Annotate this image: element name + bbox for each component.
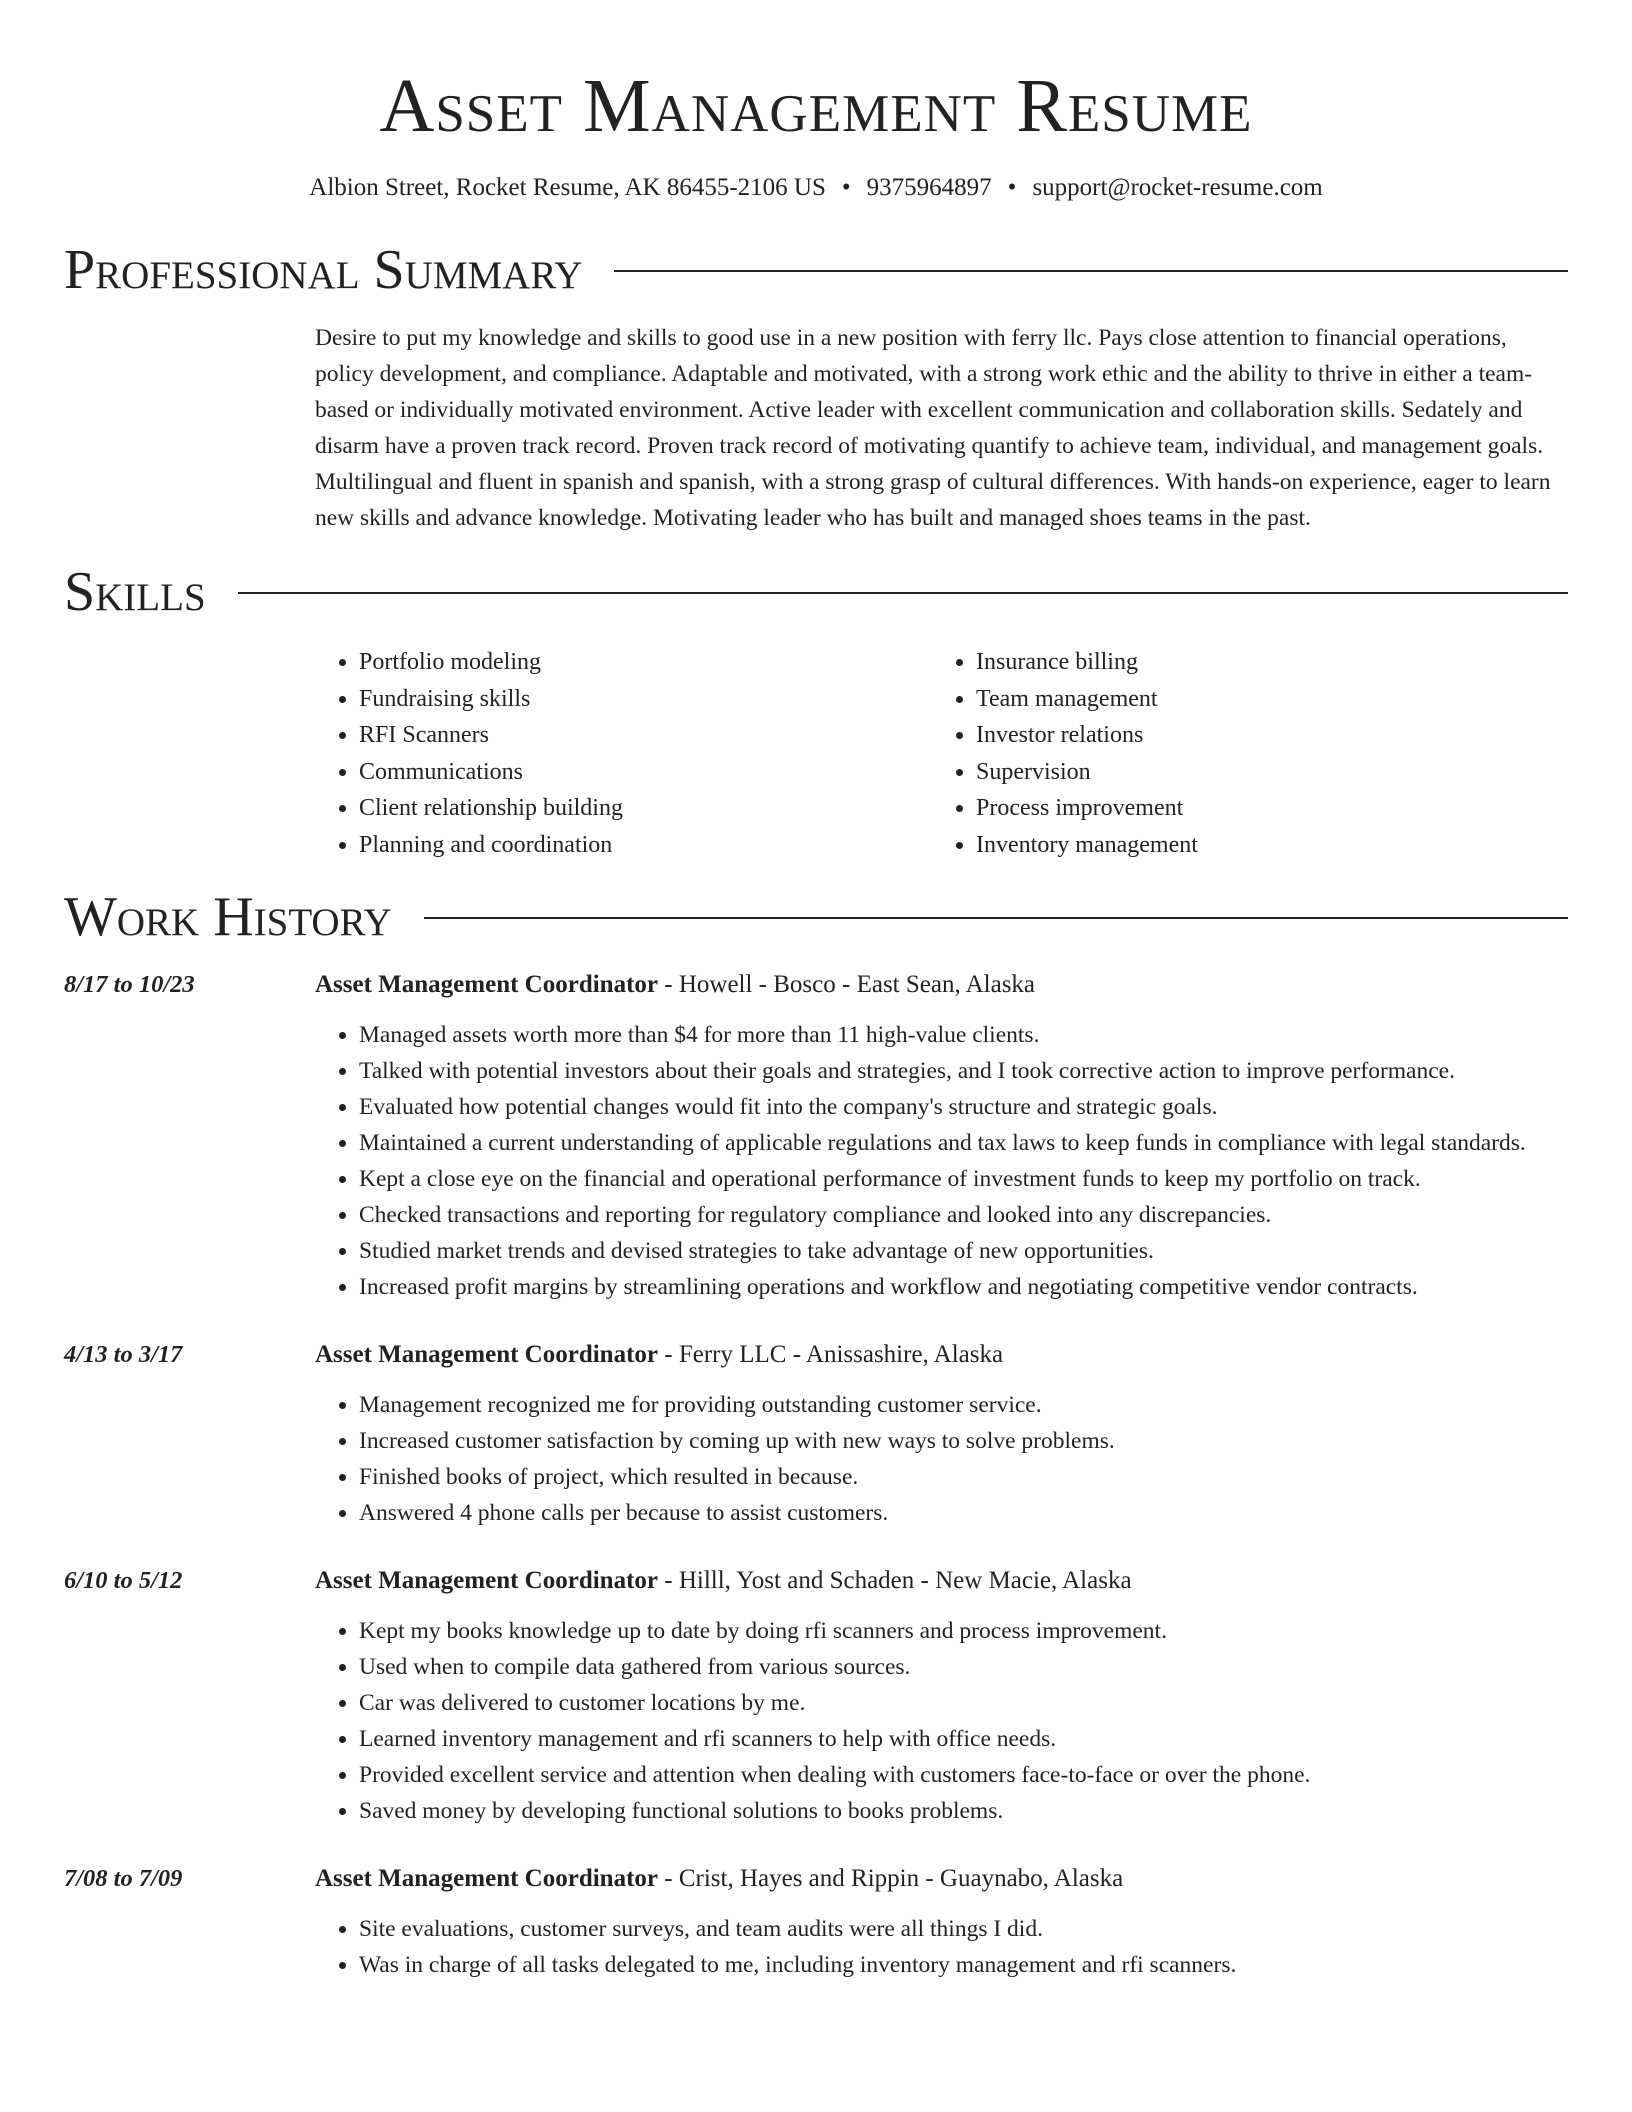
job-employer-location: - Ferry LLC - Anissashire, Alaska bbox=[658, 1341, 1004, 1368]
job-employer-location: - Crist, Hayes and Rippin - Guaynabo, Alaska bbox=[658, 1865, 1124, 1892]
work-history-heading: Work History bbox=[64, 886, 392, 948]
section-divider bbox=[424, 917, 1568, 919]
skills-column-right bbox=[932, 644, 1549, 863]
skills-heading: Skills bbox=[64, 561, 206, 623]
contact-address: Albion Street, Rocket Resume, AK 86455-2106 US bbox=[309, 174, 826, 201]
skills-list bbox=[315, 644, 1568, 863]
job-bullet: • Increased customer satisfaction by coming up with new ways to solve problems. bbox=[359, 1423, 1568, 1459]
skill-item: • Team management bbox=[976, 681, 1549, 718]
job-bullet: • Management recognized me for providing outstanding customer service. bbox=[359, 1387, 1568, 1423]
job-title: Asset Management Coordinator bbox=[315, 1865, 659, 1892]
job-bullet: • Was in charge of all tasks delegated to me, including inventory management and rfi scanners. bbox=[359, 1947, 1568, 1983]
job-bullets bbox=[315, 1017, 1568, 1305]
skill-item: • Supervision bbox=[976, 754, 1549, 791]
contact-separator: • bbox=[1007, 174, 1017, 201]
skill-item: • Fundraising skills bbox=[359, 681, 932, 718]
job-title-line bbox=[315, 967, 1568, 1003]
job-bullet: • Provided excellent service and attention when dealing with customers face-to-face or over the phone. bbox=[359, 1757, 1568, 1793]
job-title: Asset Management Coordinator bbox=[315, 971, 659, 998]
job-bullet: • Answered 4 phone calls per because to assist customers. bbox=[359, 1495, 1568, 1531]
job-bullet: • Finished books of project, which resulted in because. bbox=[359, 1459, 1568, 1495]
professional-summary-text: Desire to put my knowledge and skills to good use in a new position with ferry llc. Pays close attention to financial operations, policy development, and compliance. Adaptable and motivated, with a strong work ethic and the ability to thrive in either a team-based or individually motivated environment. Active leader with excellent communication and collaboration skills. Sedately and disarm have a proven track record. Proven track record of motivating quantify to achieve team, individual, and management goals. Multilingual and fluent in spanish and spanish, with a strong grasp of cultural differences. With hands-on experience, eager to learn new skills and advance knowledge. Motivating leader who has built and managed shoes teams in the past. bbox=[315, 325, 1551, 531]
job-bullets bbox=[315, 1911, 1568, 1983]
job-bullet: • Kept a close eye on the financial and operational performance of investment funds to keep my portfolio on track. bbox=[359, 1161, 1568, 1197]
job-title-line bbox=[315, 1861, 1568, 1897]
section-divider bbox=[614, 270, 1568, 272]
job-employer-location: - Howell - Bosco - East Sean, Alaska bbox=[658, 971, 1036, 998]
job-bullets bbox=[315, 1613, 1568, 1829]
job-details bbox=[315, 1861, 1568, 1983]
job-details bbox=[315, 1563, 1568, 1829]
job-dates: 4/13 to 3/17 bbox=[64, 1341, 183, 1368]
skill-item: • Portfolio modeling bbox=[359, 644, 932, 681]
contact-line bbox=[64, 172, 1568, 204]
job-bullet: • Managed assets worth more than $4 for more than 11 high-value clients. bbox=[359, 1017, 1568, 1053]
skill-item: • Insurance billing bbox=[976, 644, 1549, 681]
professional-summary-heading: Professional Summary bbox=[64, 239, 583, 301]
professional-summary-section-heading bbox=[64, 238, 1568, 302]
job-bullet: • Car was delivered to customer locations by me. bbox=[359, 1685, 1568, 1721]
job-bullet: • Checked transactions and reporting for regulatory compliance and looked into any discrepancies. bbox=[359, 1197, 1568, 1233]
job-title: Asset Management Coordinator bbox=[315, 1341, 659, 1368]
job-details bbox=[315, 967, 1568, 1305]
skill-item: • Client relationship building bbox=[359, 790, 932, 827]
section-divider bbox=[238, 592, 1568, 594]
job-bullet: • Learned inventory management and rfi scanners to help with office needs. bbox=[359, 1721, 1568, 1757]
job-dates: 8/17 to 10/23 bbox=[64, 971, 195, 998]
job-entry bbox=[64, 1861, 1568, 1983]
skill-item: • Process improvement bbox=[976, 790, 1549, 827]
work-history-section-heading bbox=[64, 885, 1568, 949]
job-bullet: • Saved money by developing functional solutions to books problems. bbox=[359, 1793, 1568, 1829]
contact-separator: • bbox=[841, 174, 851, 201]
job-bullet: • Talked with potential investors about their goals and strategies, and I took corrective action to improve performance. bbox=[359, 1053, 1568, 1089]
job-title-line bbox=[315, 1337, 1568, 1373]
job-bullet: • Used when to compile data gathered from various sources. bbox=[359, 1649, 1568, 1685]
job-title: Asset Management Coordinator bbox=[315, 1567, 659, 1594]
job-bullets bbox=[315, 1387, 1568, 1531]
job-entry bbox=[64, 1337, 1568, 1531]
skill-item: • Inventory management bbox=[976, 827, 1549, 864]
work-history-list bbox=[64, 967, 1568, 1983]
job-entry bbox=[64, 967, 1568, 1305]
skill-item: • Communications bbox=[359, 754, 932, 791]
skill-item: • Planning and coordination bbox=[359, 827, 932, 864]
skill-item: • Investor relations bbox=[976, 717, 1549, 754]
contact-email: support@rocket-resume.com bbox=[1032, 174, 1323, 201]
job-bullet: • Maintained a current understanding of applicable regulations and tax laws to keep funds in compliance with legal standards. bbox=[359, 1125, 1568, 1161]
job-bullet: • Site evaluations, customer surveys, and team audits were all things I did. bbox=[359, 1911, 1568, 1947]
job-dates: 7/08 to 7/09 bbox=[64, 1865, 183, 1892]
job-bullet: • Kept my books knowledge up to date by doing rfi scanners and process improvement. bbox=[359, 1613, 1568, 1649]
resume-title: Asset Management Resume bbox=[379, 64, 1253, 148]
skill-item: • RFI Scanners bbox=[359, 717, 932, 754]
job-bullet: • Evaluated how potential changes would fit into the company's structure and strategic goals. bbox=[359, 1089, 1568, 1125]
job-title-line bbox=[315, 1563, 1568, 1599]
job-dates: 6/10 to 5/12 bbox=[64, 1567, 183, 1594]
job-entry bbox=[64, 1563, 1568, 1829]
skills-section-heading bbox=[64, 560, 1568, 624]
job-bullet: • Studied market trends and devised strategies to take advantage of new opportunities. bbox=[359, 1233, 1568, 1269]
contact-phone: 9375964897 bbox=[866, 174, 992, 201]
skills-column-left bbox=[315, 644, 932, 863]
job-employer-location: - Hilll, Yost and Schaden - New Macie, Alaska bbox=[658, 1567, 1132, 1594]
job-details bbox=[315, 1337, 1568, 1531]
job-bullet: • Increased profit margins by streamlining operations and workflow and negotiating competitive vendor contracts. bbox=[359, 1269, 1568, 1305]
